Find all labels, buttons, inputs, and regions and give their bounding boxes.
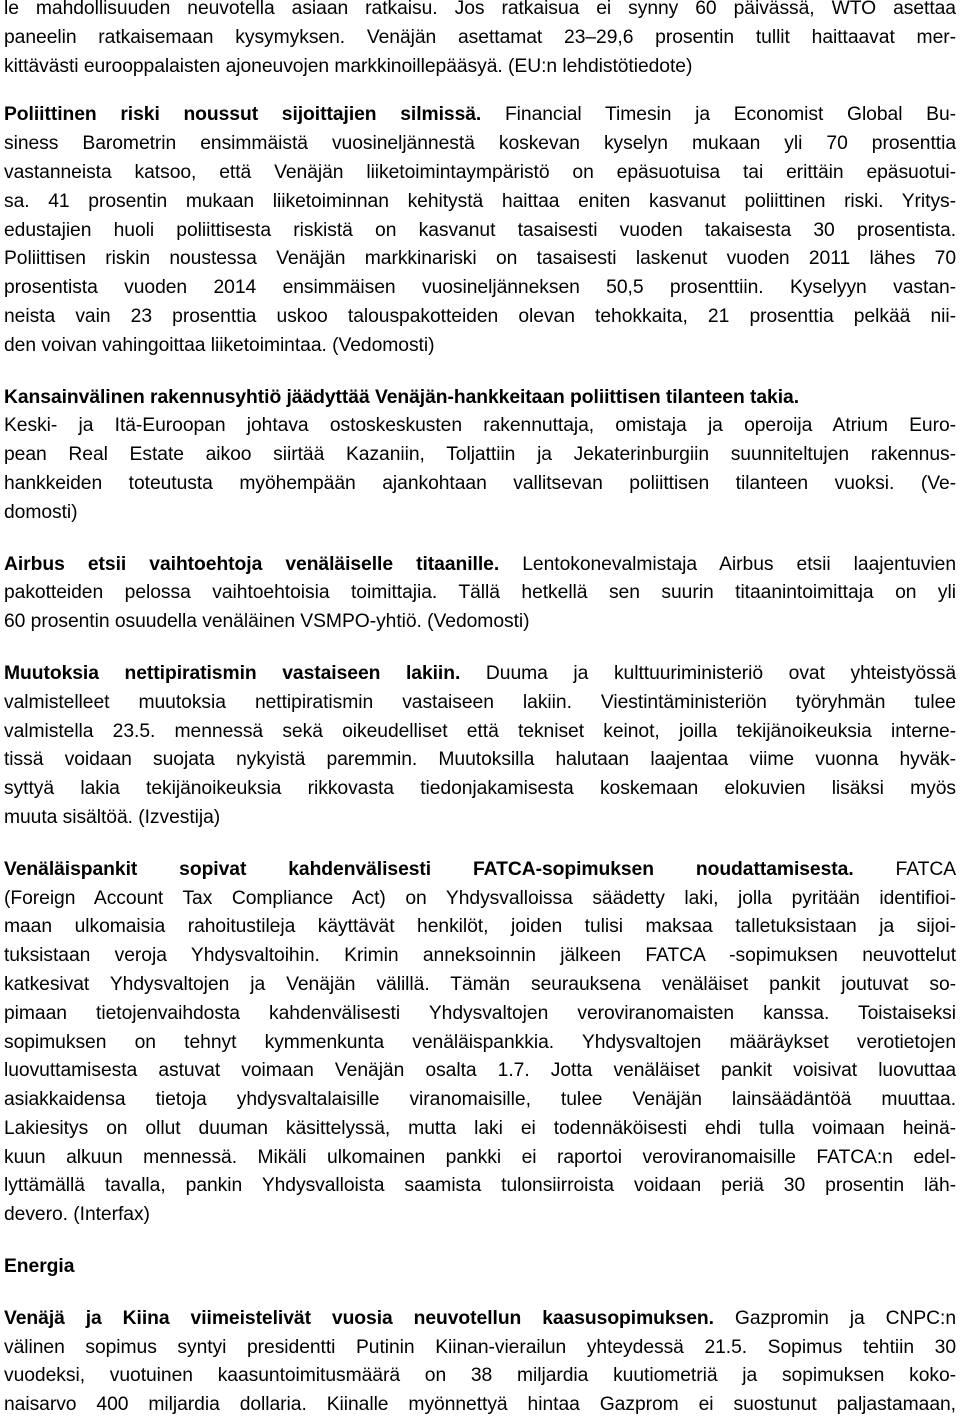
section-title — [4, 1253, 956, 1282]
article-headline: Kansainvälinen rakennusyhtiö jäädyttää Venäjän-hankkeitaan poliittisen tilanteen takia. — [4, 386, 800, 408]
article-text: Gazpromin ja CNPC:n — [713, 1307, 956, 1329]
text-line: valmistella 23.5. mennessä sekä oikeudelliset että tekniset keinot, joilla tekijänoikeuksia interne- — [4, 720, 956, 742]
text-line: kuun alkuun mennessä. Mikäli ulkomainen pankki ei raportoi veroviranomaisille FATCA:n edel- — [4, 1146, 956, 1168]
article-construction-freeze — [4, 384, 956, 528]
text-line: muuta sisältöä. (Izvestija) — [4, 806, 221, 828]
article-text: Lentokonevalmistaja Airbus etsii laajentuvien — [499, 553, 956, 575]
article-piracy-law — [4, 660, 956, 833]
text-line: maan ulkomaisia rahoitustileja käyttävät henkilöt, joiden tulisi maksaa talletuksistaan ja sijoi- — [4, 916, 956, 938]
article-headline: Poliittinen riski noussut sijoittajien silmissä. — [4, 104, 482, 126]
article-text: Duuma ja kulttuuriministeriö ovat yhteistyössä — [460, 662, 957, 684]
text-line: neista vain 23 prosenttia uskoo talouspakotteiden olevan tehokkaita, 21 prosenttia pelkää nii- — [4, 305, 956, 327]
text-line: devero. (Interfax) — [4, 1204, 150, 1226]
article-text: Financial Timesin ja Economist Global Bu- — [481, 104, 956, 126]
text-line: tissä voidaan suojata nykyistä paremmin. Muutoksilla halutaan laajentaa viime vuonna hyväk- — [4, 749, 956, 771]
section-title-text: Energia — [4, 1256, 75, 1278]
article-text: FATCA — [853, 858, 957, 880]
article-first-line — [4, 101, 956, 130]
article-headline: Venäläispankit sopivat kahdenvälisesti FATCA-sopimuksen noudattamisesta. — [4, 858, 854, 880]
text-line: valmistelleet muutoksia nettipiratismin vastaiseen lakiin. Viestintäministeriön työryhmän tulee — [4, 691, 956, 713]
text-line: prosentista vuoden 2014 ensimmäisen vuosineljänneksen 50,5 prosenttiin. Kyselyyn vastan- — [4, 277, 956, 299]
article-first-line — [4, 856, 956, 885]
article-first-line — [4, 551, 956, 580]
text-line: vuodeksi, vuotuinen kaasuntoimitusmäärä on 38 miljardia kuutiometriä ja sopimuksen koko- — [4, 1365, 956, 1387]
text-line: edustajien huoli poliittisesta riskistä on kasvanut tasaisesti vuoden takaisesta 30 prosentista. — [4, 219, 956, 241]
article-first-line — [4, 1305, 956, 1334]
text-line: naisarvo 400 miljardia dollaria. Kiinalle myönnettyä hintaa Gazprom ei suostunut paljastamaan, — [4, 1394, 956, 1416]
text-line: 60 prosentin osuudella venäläinen VSMPO-yhtiö. (Vedomosti) — [4, 611, 530, 633]
article-gas-deal — [4, 1305, 956, 1420]
text-line: sopimuksen on tehnyt kymmenkunta venäläispankkia. Yhdysvaltojen määräykset verotietojen — [4, 1031, 956, 1053]
text-line: syttyä lakia tekijänoikeuksia rikkovasta tiedonjakamisesta koskemaan elokuvien lisäksi myös — [4, 778, 956, 800]
article-political-risk — [4, 101, 956, 360]
text-line: domosti) — [4, 501, 78, 523]
text-line: Keski- ja Itä-Euroopan johtava ostoskeskusten rakennuttaja, omistaja ja operoija Atrium Euro- — [4, 415, 956, 437]
text-line: sa. 41 prosentin mukaan liiketoiminnan kehitystä haittaa eniten kasvanut poliittinen riski. Yritys- — [4, 190, 956, 212]
article-fatca — [4, 856, 956, 1230]
text-line: paneelin ratkaisemaan kysymyksen. Venäjän asettamat 23–29,6 prosentin tullit haittaavat mer- — [4, 26, 956, 48]
text-line: Poliittisen riskin noustessa Venäjän markkinariski on tasaisesti laskenut vuoden 2011 lähes 70 — [4, 248, 956, 270]
text-line: hankkeiden toteutusta myöhempään ajankohtaan vallitsevan poliittisen tilanteen vuoksi. (Ve- — [4, 472, 956, 494]
text-line: pean Real Estate aikoo siirtää Kazaniin, Toljattiin ja Jekaterinburgiin suunniteltujen rakennus- — [4, 444, 956, 466]
text-line: (Foreign Account Tax Compliance Act) on Yhdysvalloissa säädetty laki, jolla pyritään identifioi- — [4, 887, 956, 909]
text-line: le mahdollisuuden neuvotella asiaan ratkaisu. Jos ratkaisua ei synny 60 päivässä, WTO asettaa — [4, 0, 956, 19]
article-headline: Muutoksia nettipiratismin vastaiseen lakiin. — [4, 662, 461, 684]
text-line: tuksistaan veroja Yhdysvaltoihin. Krimin anneksoinnin jälkeen FATCA -sopimuksen neuvottelut — [4, 945, 956, 967]
text-line: den voivan vahingoittaa liiketoimintaa. (Vedomosti) — [4, 334, 435, 356]
text-line: välinen sopimus syntyi presidentti Putinin Kiinan-vierailun yhteydessä 21.5. Sopimus tehtiin 30 — [4, 1336, 956, 1358]
text-line: kittävästi eurooppalaisten ajoneuvojen markkinoillepääsyä. (EU:n lehdistötiedote) — [4, 55, 693, 77]
text-line: vastanneista katsoo, että Venäjän liiketoimintaympäristö on epäsuotuisa tai erittäin epäsuotui- — [4, 161, 956, 183]
article-headline: Airbus etsii vaihtoehtoja venäläiselle titaanille. — [4, 553, 500, 575]
article-airbus-titanium — [4, 551, 956, 637]
article-first-line — [4, 660, 956, 689]
text-line: luovuttamisesta astuvat voimaan Venäjän osalta 1.7. Jotta venäläiset pankit voisivat luovuttaa — [4, 1060, 956, 1082]
text-line: pakotteiden pelossa vaihtoehtoisia toimittajia. Tällä hetkellä sen suurin titaanintoimittaja on yli — [4, 582, 956, 604]
article-headline: Venäjä ja Kiina viimeistelivät vuosia neuvotellun kaasusopimuksen. — [4, 1307, 714, 1329]
section-energy — [4, 1253, 956, 1282]
intro-paragraph — [4, 0, 956, 81]
text-line: siness Barometrin ensimmäistä vuosineljännestä koskevan kyselyn mukaan yli 70 prosenttia — [4, 133, 956, 155]
text-line: pimaan tietojenvaihdosta kahdenvälisesti Yhdysvaltojen veroviranomaisten kanssa. Toistaiseksi — [4, 1002, 956, 1024]
text-line: asiakkaidensa tietoja yhdysvaltalaisille viranomaisille, tulee Venäjän lainsäädäntöä muuttaa. — [4, 1089, 956, 1111]
text-line: lyttämällä tavalla, pankin Yhdysvalloista saamista tulonsiirroista voidaan periä 30 prosentin läh- — [4, 1175, 956, 1197]
text-line: Lakiesitys on ollut duuman käsittelyssä, mutta laki ei todennäköisesti ehdi tulla voimaan heinä- — [4, 1117, 956, 1139]
text-line: katkesivat Yhdysvaltojen ja Venäjän välillä. Tämän seurauksena venäläiset pankit joutuvat so- — [4, 973, 956, 995]
article-first-line — [4, 384, 956, 413]
